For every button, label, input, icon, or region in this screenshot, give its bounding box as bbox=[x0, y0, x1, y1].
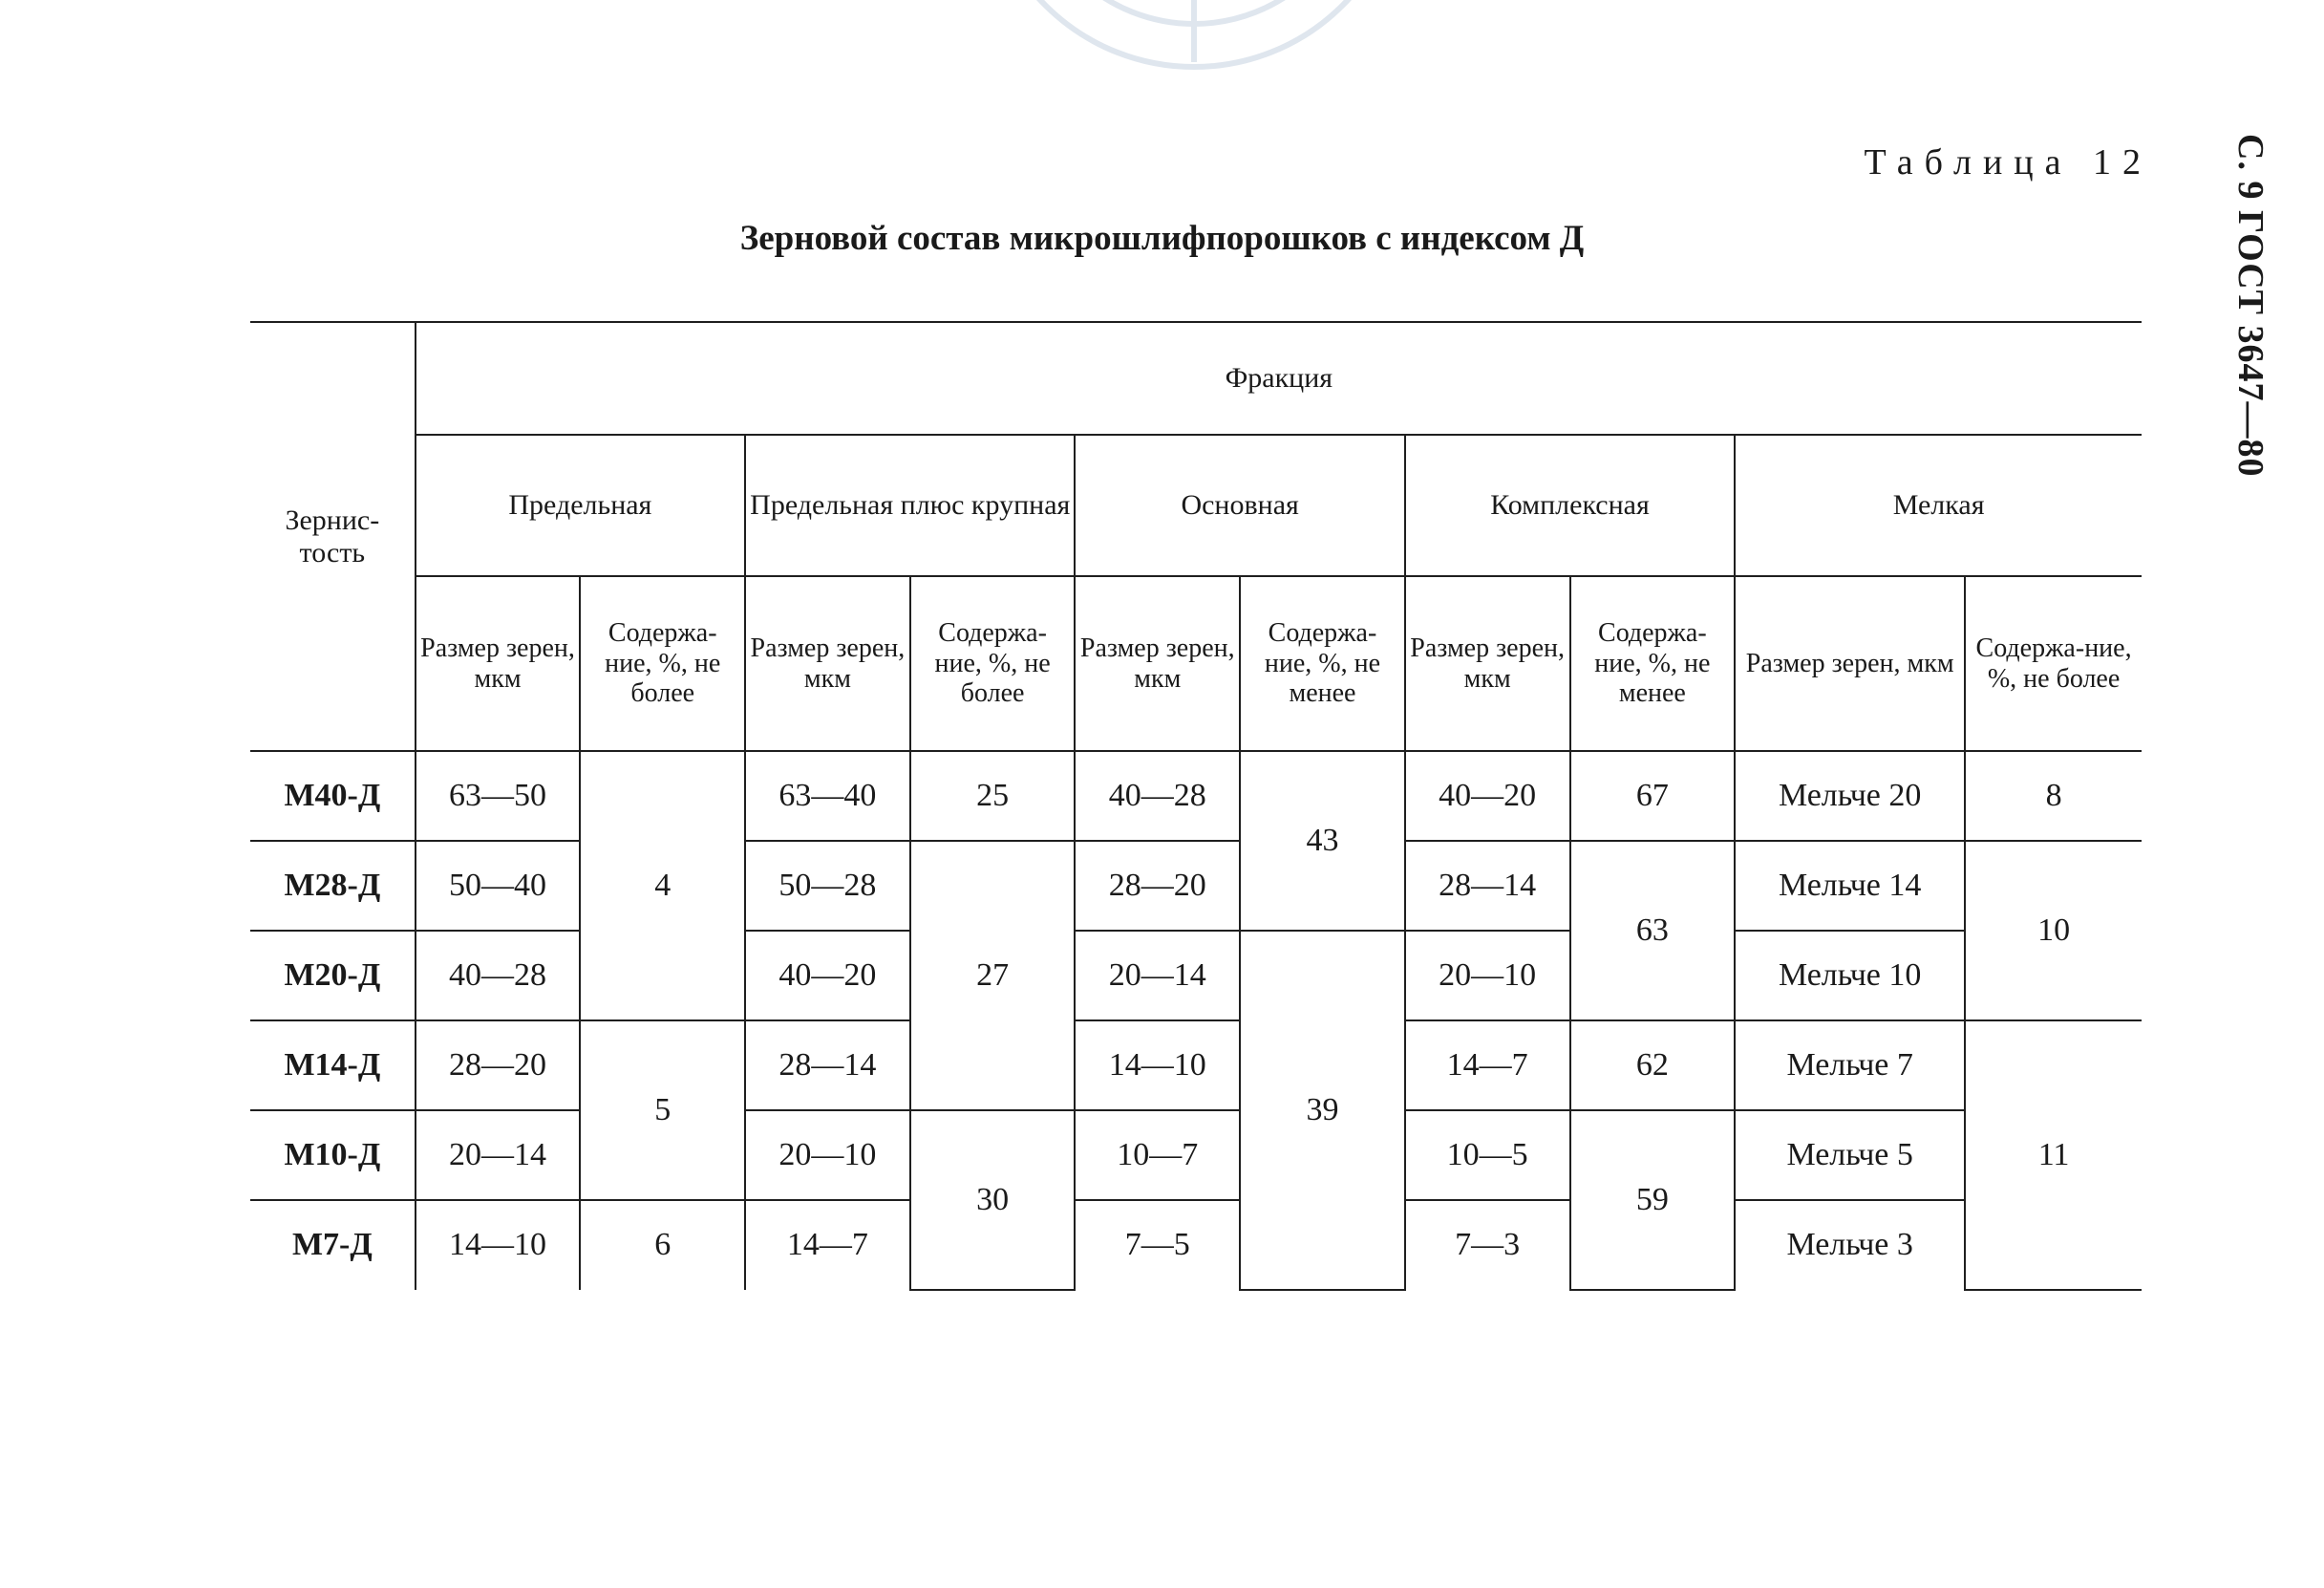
table-caption: Зерновой состав микрошлифпорошков с индексом Д bbox=[739, 219, 1585, 258]
header-size-complex: Размер зерен, мкм bbox=[1405, 576, 1570, 751]
page-reference: С. 9 ГОСТ 3647—80 bbox=[2230, 134, 2271, 478]
limit-plus-content-cell: 27 bbox=[910, 841, 1076, 1110]
limit-content-cell: 5 bbox=[580, 1020, 745, 1200]
header-content-limit: Содержа-ние, %, не более bbox=[580, 576, 745, 751]
complex-size-cell: 7—3 bbox=[1405, 1200, 1570, 1290]
main-content-cell: 43 bbox=[1240, 751, 1405, 931]
fine-content-cell: 11 bbox=[1965, 1020, 2142, 1290]
main-size-cell: 20—14 bbox=[1075, 931, 1240, 1020]
limit-plus-size-cell: 63—40 bbox=[745, 751, 910, 841]
limit-size-cell: 28—20 bbox=[416, 1020, 581, 1110]
header-group-main: Основная bbox=[1075, 435, 1404, 576]
table-row bbox=[250, 1110, 2142, 1200]
main-content-cell: 39 bbox=[1240, 931, 1405, 1290]
limit-size-cell: 63—50 bbox=[416, 751, 581, 841]
header-size-fine: Размер зерен, мкм bbox=[1735, 576, 1965, 751]
limit-plus-size-cell: 20—10 bbox=[745, 1110, 910, 1200]
main-size-cell: 40—28 bbox=[1075, 751, 1240, 841]
limit-plus-content-cell: 25 bbox=[910, 751, 1076, 841]
table-row bbox=[250, 751, 2142, 841]
header-content-complex: Содержа-ние, %, не менее bbox=[1570, 576, 1736, 751]
table-row bbox=[250, 1200, 2142, 1290]
header-size-limit-plus: Размер зерен, мкм bbox=[745, 576, 910, 751]
fine-size-cell: Мельче 7 bbox=[1735, 1020, 1965, 1110]
limit-size-cell: 20—14 bbox=[416, 1110, 581, 1200]
header-group-fine: Мелкая bbox=[1735, 435, 2142, 576]
header-group-limit: Предельная bbox=[416, 435, 745, 576]
limit-content-cell: 6 bbox=[580, 1200, 745, 1290]
header-content-fine: Содержа-ние, %, не более bbox=[1965, 576, 2142, 751]
main-size-cell: 7—5 bbox=[1075, 1200, 1240, 1290]
complex-content-cell: 59 bbox=[1570, 1110, 1736, 1290]
limit-plus-size-cell: 50—28 bbox=[745, 841, 910, 931]
main-size-cell: 14—10 bbox=[1075, 1020, 1240, 1110]
limit-size-cell: 40—28 bbox=[416, 931, 581, 1020]
table-row bbox=[250, 931, 2142, 1020]
main-size-cell: 28—20 bbox=[1075, 841, 1240, 931]
grade-cell: М28-Д bbox=[250, 841, 416, 931]
grade-cell: М7-Д bbox=[250, 1200, 416, 1290]
grade-cell: М20-Д bbox=[250, 931, 416, 1020]
fine-size-cell: Мельче 14 bbox=[1735, 841, 1965, 931]
complex-size-cell: 14—7 bbox=[1405, 1020, 1570, 1110]
complex-size-cell: 28—14 bbox=[1405, 841, 1570, 931]
header-group-complex: Комплексная bbox=[1405, 435, 1735, 576]
fine-content-cell: 10 bbox=[1965, 841, 2142, 1020]
fine-content-cell: 8 bbox=[1965, 751, 2142, 841]
limit-size-cell: 14—10 bbox=[416, 1200, 581, 1290]
complex-size-cell: 40—20 bbox=[1405, 751, 1570, 841]
limit-size-cell: 50—40 bbox=[416, 841, 581, 931]
grade-cell: М14-Д bbox=[250, 1020, 416, 1110]
table-row bbox=[250, 841, 2142, 931]
header-group-limit-plus-coarse: Предельная плюс крупная bbox=[745, 435, 1075, 576]
table-number: Таблица 12 bbox=[1864, 142, 2152, 182]
limit-plus-content-cell: 30 bbox=[910, 1110, 1076, 1290]
limit-plus-size-cell: 40—20 bbox=[745, 931, 910, 1020]
header-content-limit-plus: Содержа-ние, %, не более bbox=[910, 576, 1076, 751]
table-row bbox=[250, 1020, 2142, 1110]
fine-size-cell: Мельче 10 bbox=[1735, 931, 1965, 1020]
complex-content-cell: 62 bbox=[1570, 1020, 1736, 1110]
fine-size-cell: Мельче 5 bbox=[1735, 1110, 1965, 1200]
fine-size-cell: Мельче 3 bbox=[1735, 1200, 1965, 1290]
complex-content-cell: 67 bbox=[1570, 751, 1736, 841]
complex-content-cell: 63 bbox=[1570, 841, 1736, 1020]
main-size-cell: 10—7 bbox=[1075, 1110, 1240, 1200]
complex-size-cell: 10—5 bbox=[1405, 1110, 1570, 1200]
header-size-limit: Размер зерен, мкм bbox=[416, 576, 581, 751]
header-content-main: Содержа-ние, %, не менее bbox=[1240, 576, 1405, 751]
limit-plus-size-cell: 28—14 bbox=[745, 1020, 910, 1110]
limit-plus-size-cell: 14—7 bbox=[745, 1200, 910, 1290]
header-grain: Зернис-тость bbox=[250, 322, 416, 751]
fine-size-cell: Мельче 20 bbox=[1735, 751, 1965, 841]
watermark-emblem bbox=[946, 0, 1442, 76]
grade-cell: М10-Д bbox=[250, 1110, 416, 1200]
grain-composition-table bbox=[250, 321, 2142, 1291]
complex-size-cell: 20—10 bbox=[1405, 931, 1570, 1020]
limit-content-cell: 4 bbox=[580, 751, 745, 1020]
header-size-main: Размер зерен, мкм bbox=[1075, 576, 1240, 751]
header-fraction: Фракция bbox=[416, 322, 2142, 435]
grade-cell: М40-Д bbox=[250, 751, 416, 841]
